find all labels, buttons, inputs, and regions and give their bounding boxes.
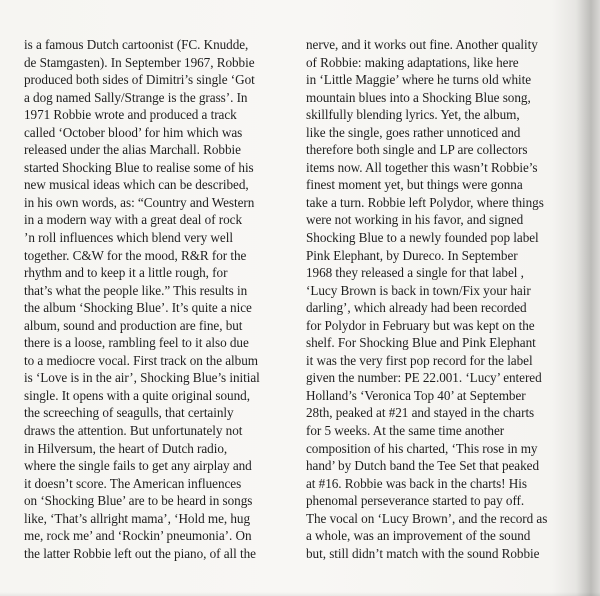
text-line: the album ‘Shocking Blue’. It’s quite a nice [24,300,252,316]
text-line: the latter Robbie left out the piano, of all the [24,545,256,561]
text-line: on ‘Shocking Blue’ are to be heard in songs [24,493,253,509]
text-line: released under the alias Marchall. Robbie [24,142,241,158]
text-line: a dog named Sally/Strange is the grass’. In [24,89,248,105]
text-line: single. It opens with a quite original sound, [24,387,250,403]
text-line: like, ‘That’s allright mama’, ‘Hold me, hug [24,510,251,526]
text-line: rhythm and to keep it a little rough, for [24,265,228,281]
text-line: where the single fails to get any airplay and [24,458,252,474]
text-line: nerve, and it works out fine. Another quality [306,37,538,52]
text-line: in a modern way with a great deal of rock [24,212,243,228]
text-line: de Stamgasten). In September 1967, Robbie [24,54,255,70]
text-line: album, sound and production are fine, but [24,317,243,333]
text-line: to a mediocre vocal. First track on the album [24,352,258,368]
text-line: darling’, which already had been recorded [306,300,527,316]
text-line: 1971 Robbie wrote and produced a track [24,107,237,123]
text-line: mountain blues into a Shocking Blue song, [306,89,531,105]
text-line: draws the attention. But unfortunately not [24,423,243,439]
right-text-column [306,36,574,562]
text-line: of Robbie: making adaptations, like here [306,54,519,70]
text-line: but, still didn’t match with the sound Robbie [306,545,540,561]
text-line: The vocal on ‘Lucy Brown’, and the record as [306,510,548,526]
text-line: new musical ideas which can be described, [24,177,249,193]
text-line: is a famous Dutch cartoonist (FC. Knudde, [24,37,249,52]
text-line: 1968 they released a single for that label , [306,265,524,281]
text-line: in his own words, as: “Country and Western [24,194,255,210]
text-line: shelf. For Shocking Blue and Pink Elephant [306,335,536,351]
text-line: me, rock me’ and ‘Rockin’ pneumonia’. On [24,528,252,544]
text-line: were not working in his favor, and signed [306,212,524,228]
text-line: in Hilversum, the heart of Dutch radio, [24,440,228,456]
text-line: started Shocking Blue to realise some of his [24,159,254,175]
text-line: 28th, peaked at #21 and stayed in the charts [306,405,535,421]
text-line: it doesn’t score. The American influences [24,475,242,491]
text-line: take a turn. Robbie left Polydor, where things [306,194,544,210]
text-line: it was the very first pop record for the label [306,352,533,368]
text-line: for 5 weeks. At the same time another [306,423,505,439]
text-line: hand’ by Dutch band the Tee Set that peaked [306,458,540,474]
page-edge-shadow [0,592,600,596]
text-line: finest moment yet, but things were gonna [306,177,523,193]
text-line: together. C&W for the mood, R&R for the [24,247,247,263]
text-line: at #16. Robbie was back in the charts! His [306,475,527,491]
text-line: the screeching of seagulls, that certainly [24,405,234,421]
text-line: Holland’s ‘Veronica Top 40’ at September [306,387,526,403]
text-line: that’s what the people like.” This results in [24,282,248,298]
text-line: there is a loose, rambling feel to it also due [24,335,249,351]
text-line: composition of his charted, ‘This rose in my [306,440,538,456]
text-line: a whole, was an improvement of the sound [306,528,531,544]
text-line: in ‘Little Maggie’ where he turns old white [306,72,532,88]
text-line: items now. All together this wasn’t Robbie’s [306,159,538,175]
text-line: Pink Elephant, by Dureco. In September [306,247,518,263]
text-line: skillfully blending lyrics. Yet, the album, [306,107,520,123]
text-line: phenomal perseverance started to pay off. [306,493,525,509]
text-line: ’n roll influences which blend very well [24,230,233,246]
left-text-column [24,36,286,562]
text-line: produced both sides of Dimitri’s single ‘Got [24,72,255,88]
text-line: called ‘October blood’ for him which was [24,124,243,140]
text-line: for Polydor in February but was kept on the [306,317,535,333]
text-line: is ‘Love is in the air’, Shocking Blue’s initial [24,370,260,386]
text-line: given the number: PE 22.001. ‘Lucy’ entered [306,370,542,386]
text-line: therefore both single and LP are collectors [306,142,528,158]
text-line: like the single, goes rather unnoticed and [306,124,521,140]
text-line: Shocking Blue to a newly founded pop label [306,230,539,246]
text-line: ‘Lucy Brown is back in town/Fix your hair [306,282,531,298]
